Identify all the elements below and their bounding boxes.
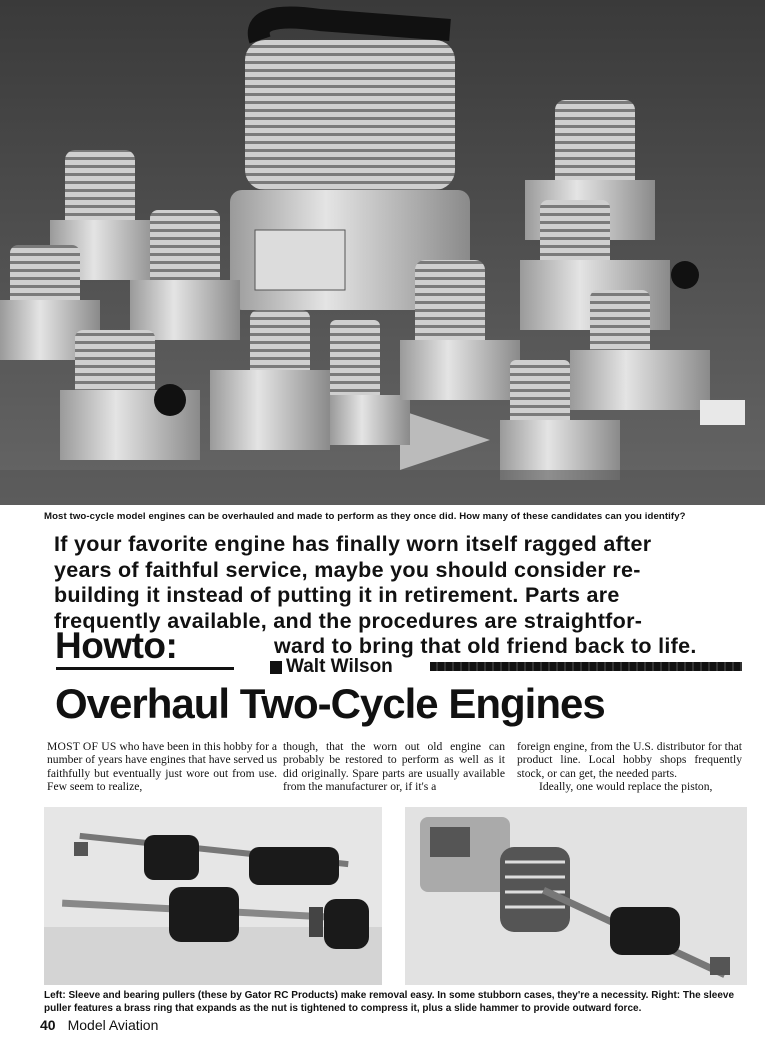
kicker-underline xyxy=(56,667,234,670)
photo-sleeve-bearing-pullers xyxy=(44,807,382,985)
hero-caption: Most two-cycle model engines can be overhauled and made to perform as they once did. How many of these candidates can you identify? xyxy=(44,511,686,522)
deck-line: building it instead of putting it in retirement. Parts are xyxy=(54,583,620,607)
deck-line: years of faithful service, maybe you should consider re- xyxy=(54,557,641,582)
body-column-2 xyxy=(283,740,505,794)
hero-photo-engines xyxy=(0,0,765,505)
body-runin: MOST OF US xyxy=(47,740,117,753)
headline-title: Overhaul Two-Cycle Engines xyxy=(55,680,605,727)
body-text: Ideally, one would replace the piston, xyxy=(539,780,713,794)
bottom-caption: Left: Sleeve and bearing pullers (these by Gator RC Products) make removal easy. In some stubborn cases, they're a necessity. Right: The sleeve puller features a brass ring that expands as the nut is tightened to compress it, plus a slide hammer to provide outward force. xyxy=(44,990,735,1014)
photo-sleeve-puller-in-use xyxy=(405,807,747,985)
body-column-1 xyxy=(47,740,277,794)
page-number: 40 xyxy=(40,1017,56,1033)
byline-author: Walt Wilson xyxy=(286,656,393,677)
headline-kicker: Howto: xyxy=(55,625,178,666)
deck-line: If your favorite engine has finally worn itself ragged after xyxy=(54,532,652,556)
folio xyxy=(40,1016,158,1034)
body-text: foreign engine, from the U.S. distributor for that product line. Local hobby shops frequently stock, or can get, the needed parts. xyxy=(517,740,742,780)
body-text: though, that the worn out old engine can probably be restored to perform as well as it did originally. Spare parts are usually available from the manufacturer or, if it's a xyxy=(283,740,505,794)
byline-rule xyxy=(430,662,742,671)
body-column-3 xyxy=(517,740,742,794)
body-text: who have been in this hobby for a number of years have engines that have served us faithfully but eventually just wore out from use. Few seem to realize, xyxy=(47,740,277,794)
deck-line: ward to bring that old friend back to life. xyxy=(274,634,697,658)
publication-name: Model Aviation xyxy=(67,1017,159,1033)
deck-line: frequently available, and the procedures are straightfor- xyxy=(54,608,643,633)
byline-bullet-icon xyxy=(270,661,282,674)
